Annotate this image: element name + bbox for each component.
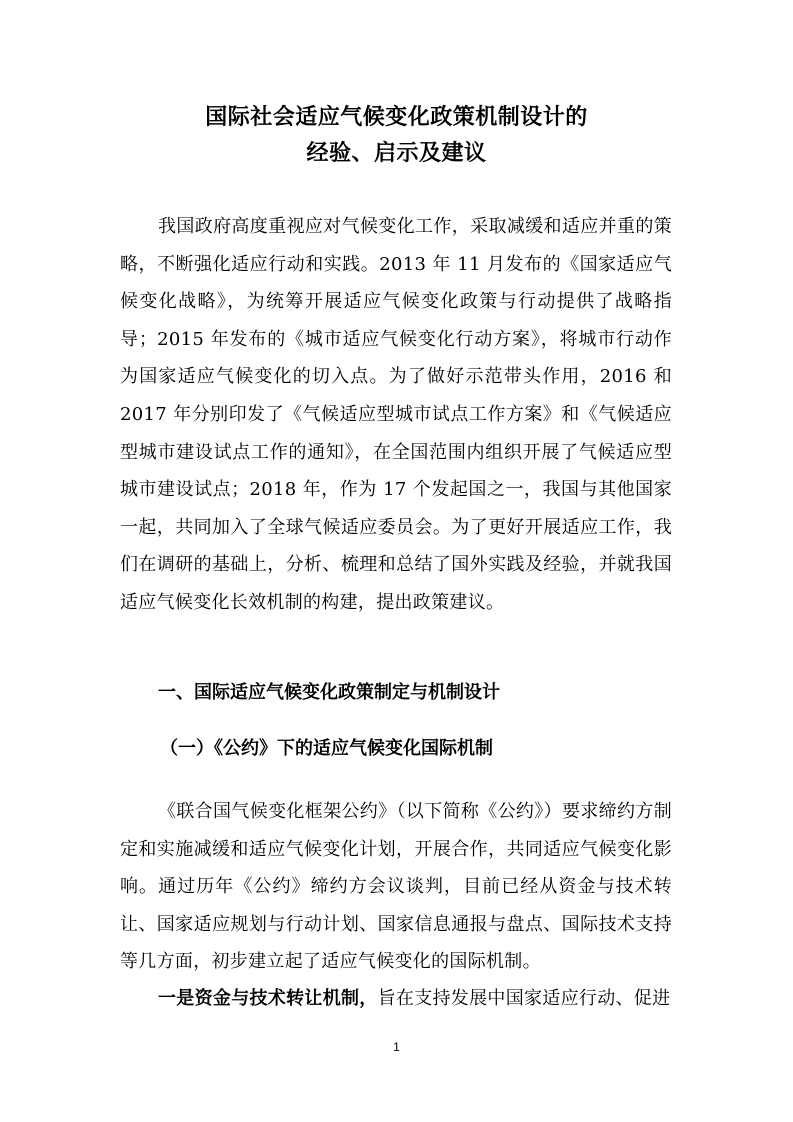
document-title-line-1: 国际社会适应气候变化政策机制设计的 xyxy=(205,105,588,130)
intro-paragraph: 我国政府高度重视应对气候变化工作，采取减缓和适应并重的策略，不断强化适应行动和实践。2013 年 11 月发布的《国家适应气候变化战略》，为统筹开展适应气候变化政策与行动提供了战略指导；2015 年发布的《城市适应气候变化行动方案》，将城市行动作为国家适应气候变化的切入点。为了做好示范带头作用，2016 和 2017 年分别印发了《气候适应型城市试点工作方案》和《气候适应型城市建设试点工作的通知》，在全国范围内组织开展了气候适应型城市建设试点；2018 年，作为 17 个发起国之一，我国与其他国家一起，共同加入了全球气候适应委员会。为了更好开展适应工作，我们在调研的基础上，分析、梳理和总结了国外实践及经验，并就我国适应气候变化长效机制的构建，提出政策建议。 xyxy=(120,216,672,613)
funding-paragraph-text: 旨在支持发展中国家适应行动、促进 xyxy=(377,988,671,1009)
subsection-heading-1: （一）《公约》下的适应气候变化国际机制 xyxy=(160,738,493,759)
page-number: 1 xyxy=(393,1040,400,1054)
funding-paragraph-lead: 一是资金与技术转让机制， xyxy=(158,988,378,1009)
convention-paragraph: 《联合国气候变化框架公约》（以下简称《公约》）要求缔约方制定和实施减缓和适应气候变化计划，开展合作，共同适应气候变化影响。通过历年《公约》缔约方会议谈判，目前已经从资金与技术转让、国家适应规划与行动计划、国家信息通报与盘点、国际技术支持等几方面，初步建立起了适应气候变化的国际机制。 xyxy=(120,801,672,973)
section-heading-1: 一、国际适应气候变化政策制定与机制设计 xyxy=(158,682,500,703)
document-title-line-2: 经验、启示及建议 xyxy=(306,141,487,166)
funding-paragraph xyxy=(120,980,672,1018)
